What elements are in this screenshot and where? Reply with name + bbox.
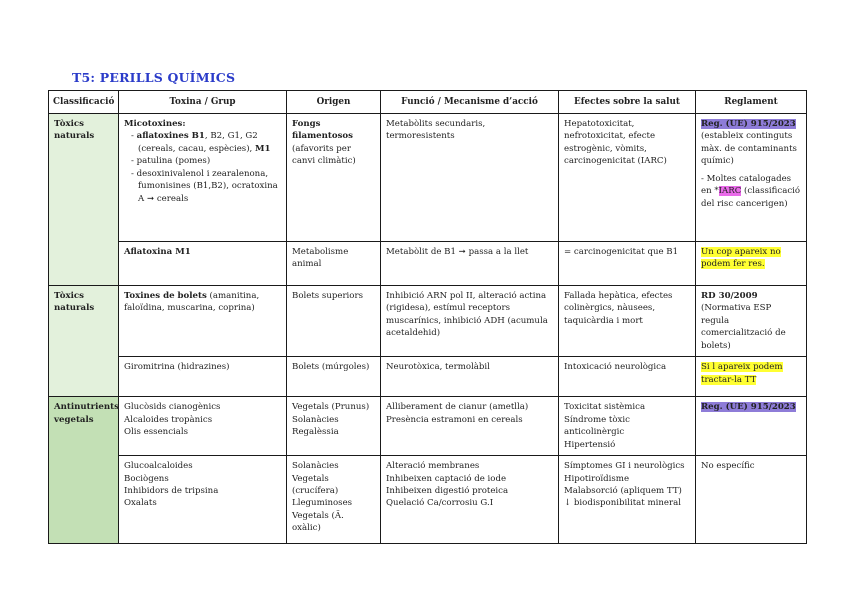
origin-cell: Fongs filamentosos (afavorits per canvi climàtic) — [287, 114, 381, 242]
col-header-toxina: Toxina / Grup — [119, 91, 287, 114]
effects-cell: Hepatotoxicitat, nefrotoxicitat, efecte estrogènic, vòmits, carcinogenicitat (IARC) — [559, 114, 696, 242]
table-row — [49, 242, 807, 286]
regulation-label: RD 30/2009 — [701, 291, 758, 301]
origin-cell: Vegetals (Prunus) Solanàcies Regalèssia — [287, 397, 381, 456]
toxin-group-title: Micotoxines: — [124, 119, 186, 129]
toxin-list — [124, 130, 281, 205]
col-header-funcio: Funció / Mecanisme d’acció — [381, 91, 559, 114]
regulation-badge: Reg. (UE) 915/2023 — [701, 119, 796, 129]
table-row — [49, 456, 807, 544]
regulation-cell — [696, 286, 807, 357]
hazards-table — [48, 90, 807, 544]
function-cell: Alliberament de cianur (ametlla) Presència estramoni en cereals — [381, 397, 559, 456]
regulation-badge: Reg. (UE) 915/2023 — [701, 402, 796, 413]
function-cell: Alteració membranes Inhibeixen captació de iode Inhibeixen digestió proteica Quelació Ca/corrosiu G.I — [381, 456, 559, 544]
effects-cell: Intoxicació neurològica — [559, 357, 696, 397]
origin-cell: Bolets (múrgoles) — [287, 357, 381, 397]
classification-cell: Tòxics naturals — [49, 114, 119, 286]
list-item: - patulina (pomes) — [131, 155, 281, 167]
table-row — [49, 114, 807, 242]
function-cell: Metabòlit de B1 ➞ passa a la llet — [381, 242, 559, 286]
toxin-cell: Glucoalcaloides Bociògens Inhibidors de tripsina Oxalats — [119, 456, 287, 544]
classification-cell: Tòxics naturals — [49, 286, 119, 397]
regulation-description: (Normativa ESP regula comercialització de bolets) — [701, 303, 786, 351]
list-item: - desoxinivalenol i zearalenona, fumonisines (B1,B2), ocratoxina A ➞ cereals — [131, 168, 281, 205]
table-row — [49, 397, 807, 456]
toxin-cell — [119, 114, 287, 242]
function-cell: Inhibició ARN pol II, alteració actina (rigidesa), estímul receptors muscarínics, inhibició ADH (acumula acetaldehid) — [381, 286, 559, 357]
col-header-efectes: Efectes sobre la salut — [559, 91, 696, 114]
origin-cell: Metabolisme animal — [287, 242, 381, 286]
iarc-highlight: IARC — [718, 186, 742, 197]
toxin-cell: Glucòsids cianogènics Alcaloides tropànics Olis essencials — [119, 397, 287, 456]
function-cell: Metabòlits secundaris, termoresistents — [381, 114, 559, 242]
list-item: - aflatoxines B1, B2, G1, G2 (cereals, cacau, espècies), M1 — [131, 130, 281, 155]
col-header-origen: Origen — [287, 91, 381, 114]
origin-cell: Solanàcies Vegetals (crucífera) Lleguminoses Vegetals (Ä. oxàlic) — [287, 456, 381, 544]
toxin-cell: Toxines de bolets (amanitina, faloïdina, muscarina, coprina) — [119, 286, 287, 357]
function-cell: Neurotòxica, termolàbil — [381, 357, 559, 397]
toxin-cell: Giromitrina (hidrazines) — [119, 357, 287, 397]
effects-cell: = carcinogenicitat que B1 — [559, 242, 696, 286]
effects-cell: Símptomes GI i neurològics Hipotiroïdisme Malabsorció (apliquem TT) ↓ biodisponibilitat mineral — [559, 456, 696, 544]
page-title: T5: PERILLS QUÍMICS — [72, 70, 236, 85]
toxin-cell: Aflatoxina M1 — [119, 242, 287, 286]
note-highlight: Un cop apareix no podem fer res. — [701, 247, 781, 270]
table-row — [49, 357, 807, 397]
effects-cell: Toxicitat sistèmica Síndrome tòxic anticolinèrgic Hipertensió — [559, 397, 696, 456]
regulation-cell — [696, 397, 807, 456]
origin-cell: Bolets superiors — [287, 286, 381, 357]
regulation-cell — [696, 242, 807, 286]
col-header-classificacio: Classificació — [49, 91, 119, 114]
header-row — [49, 91, 807, 114]
note-highlight: Si l apareix podem tractar-la TT — [701, 362, 783, 385]
regulation-cell: Reg. (UE) 915/2023 (estableix continguts màx. de contaminants químic) - Moltes catalogades en *IARC (classificació del risc cancerigen) — [696, 114, 807, 242]
table-row — [49, 286, 807, 357]
regulation-description: (estableix continguts màx. de contaminants químic) — [701, 131, 797, 167]
col-header-reglament: Reglament — [696, 91, 807, 114]
classification-cell: Antinutrients vegetals — [49, 397, 119, 544]
regulation-cell — [696, 357, 807, 397]
regulation-cell: No específic — [696, 456, 807, 544]
effects-cell: Fallada hepàtica, efectes colinèrgics, nàusees, taquicàrdia i mort — [559, 286, 696, 357]
